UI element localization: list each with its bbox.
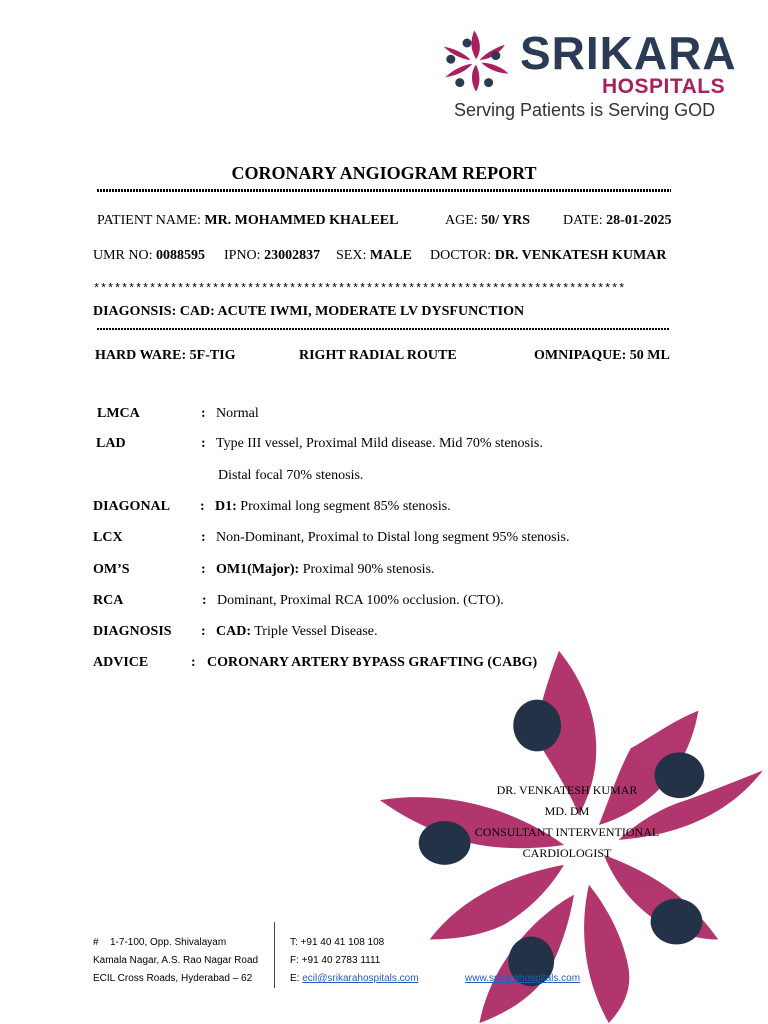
- patient-name-value: MR. MOHAMMED KHALEEL: [204, 213, 399, 228]
- footer-email-link[interactable]: ecil@srikarahospitals.com: [302, 973, 419, 984]
- umr-value: 0088595: [156, 248, 206, 263]
- colon: :: [201, 624, 206, 639]
- colon: :: [201, 436, 206, 451]
- date-label: DATE:: [563, 213, 603, 228]
- signature-title-2: CARDIOLOGIST: [522, 846, 612, 860]
- ipno-field: [224, 248, 320, 264]
- age-value: 50/ YRS: [481, 213, 531, 228]
- umr-label: UMR NO:: [93, 248, 153, 263]
- brand-subtitle: HOSPITALS: [602, 75, 726, 98]
- doctor-value: DR. VENKATESH KUMAR: [494, 248, 667, 263]
- footer-fax: F: +91 40 2783 1111: [290, 955, 381, 966]
- patient-name-field: [97, 213, 398, 229]
- finding-value-rca: Dominant, Proximal RCA 100% occlusion. (CTO).: [217, 593, 504, 608]
- finding-label-lmca: LMCA: [97, 406, 140, 421]
- patient-name-label: PATIENT NAME:: [97, 213, 201, 228]
- footer-email-field: [290, 973, 419, 984]
- hardware-text: HARD WARE: 5F-TIG: [95, 348, 236, 363]
- colon: :: [201, 562, 206, 577]
- footer-divider: [274, 922, 275, 988]
- hospital-logo-icon: [440, 28, 512, 94]
- finding-bold: D1:: [215, 499, 237, 514]
- finding-value-diagnosis: [216, 624, 378, 640]
- footer-address-3: ECIL Cross Roads, Hyderabad – 62: [93, 973, 253, 984]
- signature-name: DR. VENKATESH KUMAR: [496, 783, 638, 797]
- finding-value-advice: CORONARY ARTERY BYPASS GRAFTING (CABG): [207, 655, 538, 670]
- finding-bold: OM1(Major):: [216, 562, 300, 577]
- finding-label-diagnosis: DIAGNOSIS: [93, 624, 172, 639]
- finding-label-oms: OM’S: [93, 562, 130, 577]
- finding-text: Proximal 90% stenosis.: [299, 562, 435, 577]
- finding-value-diagonal: [215, 499, 451, 515]
- colon: :: [201, 530, 206, 545]
- finding-value-lad: Type III vessel, Proximal Mild disease. Mid 70% stenosis.: [216, 436, 543, 451]
- signature-degree: MD. DM: [544, 804, 590, 818]
- colon: :: [201, 406, 206, 421]
- diagnosis-header: DIAGONSIS: CAD: ACUTE IWMI, MODERATE LV DYSFUNCTION: [93, 304, 525, 319]
- finding-value-lmca: Normal: [216, 406, 259, 421]
- brand-name: SRIKARA: [520, 27, 737, 79]
- divider: [97, 189, 671, 192]
- footer-website-link[interactable]: www.srikarahospitals.com: [465, 973, 581, 984]
- signature-title: CONSULTANT INTERVENTIONAL: [474, 825, 660, 839]
- brand-tagline: Serving Patients is Serving GOD: [454, 100, 716, 120]
- finding-value-oms: [216, 562, 435, 578]
- footer-phone: T: +91 40 41 108 108: [290, 937, 385, 948]
- finding-value-lad-2: Distal focal 70% stenosis.: [218, 468, 364, 483]
- sex-label: SEX:: [336, 248, 367, 263]
- finding-label-rca: RCA: [93, 593, 124, 608]
- star-divider: ****************************************************************************: [93, 282, 626, 296]
- doctor-field: [430, 248, 666, 264]
- colon: :: [191, 655, 196, 670]
- route-text: RIGHT RADIAL ROUTE: [299, 348, 457, 363]
- footer-address-2: Kamala Nagar, A.S. Rao Nagar Road: [93, 955, 259, 966]
- colon: :: [200, 499, 205, 514]
- ipno-label: IPNO:: [224, 248, 261, 263]
- contrast-text: OMNIPAQUE: 50 ML: [534, 348, 670, 363]
- finding-bold: CAD:: [216, 624, 251, 639]
- finding-label-lcx: LCX: [93, 530, 123, 545]
- report-title: CORONARY ANGIOGRAM REPORT: [231, 163, 537, 183]
- date-value: 28-01-2025: [606, 213, 672, 228]
- ipno-value: 23002837: [264, 248, 321, 263]
- finding-label-diagonal: DIAGONAL: [93, 499, 171, 514]
- colon: :: [202, 593, 207, 608]
- footer-address-1: 1-7-100, Opp. Shivalayam: [110, 937, 227, 948]
- footer-hash: #: [93, 937, 99, 948]
- finding-label-advice: ADVICE: [93, 655, 149, 670]
- sex-field: [336, 248, 412, 264]
- finding-text: Proximal long segment 85% stenosis.: [236, 499, 451, 514]
- sex-value: MALE: [369, 248, 412, 263]
- age-label: AGE:: [445, 213, 478, 228]
- doctor-label: DOCTOR:: [430, 248, 492, 263]
- footer-email-label: E:: [290, 973, 300, 984]
- divider: [97, 328, 669, 330]
- umr-field: [93, 248, 205, 264]
- finding-text: Triple Vessel Disease.: [251, 624, 378, 639]
- date-field: [563, 213, 672, 229]
- finding-value-lcx: Non-Dominant, Proximal to Distal long segment 95% stenosis.: [216, 530, 570, 545]
- finding-label-lad: LAD: [96, 436, 126, 451]
- age-field: [445, 213, 530, 229]
